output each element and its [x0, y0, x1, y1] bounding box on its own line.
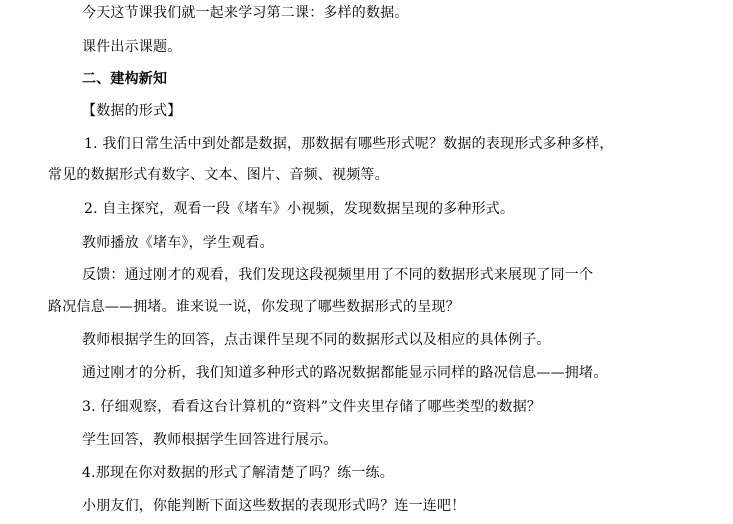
paragraph-item-1: 1. 我们日常生活中到处都是数据，那数据有哪些形式呢？数据的表现形式多种多样，	[84, 136, 614, 152]
paragraph-exercise: 小朋友们，你能判断下面这些数据的表现形式吗？连一连吧！	[82, 498, 466, 514]
paragraph-show-title: 课件出示课题。	[82, 39, 182, 55]
paragraph-item-1-cont: 常见的数据形式有数字、文本、图片、音频、视频等。	[48, 167, 389, 183]
paragraph-feedback-cont: 路况信息——拥堵。谁来说一说，你发现了哪些数据形式的呈现？	[48, 299, 460, 315]
paragraph-item-4: 4.那现在你对数据的形式了解清楚了吗？练一练。	[82, 465, 394, 481]
paragraph-item-3: 3. 仔细观察，看看这台计算机的“资料”文件夹里存储了哪些类型的数据？	[82, 399, 542, 415]
paragraph-item-2: 2. 自主探究，观看一段《堵车》小视频，发现数据呈现的多种形式。	[84, 201, 515, 217]
paragraph-play-video: 教师播放《堵车》，学生观看。	[82, 235, 274, 251]
section-heading: 二、建构新知	[82, 71, 168, 87]
subsection-heading: 【数据的形式】	[82, 103, 182, 119]
paragraph-intro: 今天这节课我们就一起来学习第二课：多样的数据。	[82, 5, 409, 21]
paragraph-teacher-click: 教师根据学生的回答，点击课件呈现不同的数据形式以及相应的具体例子。	[82, 332, 551, 348]
paragraph-feedback: 反馈：通过刚才的观看，我们发现这段视频里用了不同的数据形式来展现了同一个	[82, 267, 594, 283]
paragraph-student-answer: 学生回答，教师根据学生回答进行展示。	[82, 432, 338, 448]
paragraph-analysis: 通过刚才的分析，我们知道多种形式的路况数据都能显示同样的路况信息——拥堵。	[82, 365, 608, 381]
